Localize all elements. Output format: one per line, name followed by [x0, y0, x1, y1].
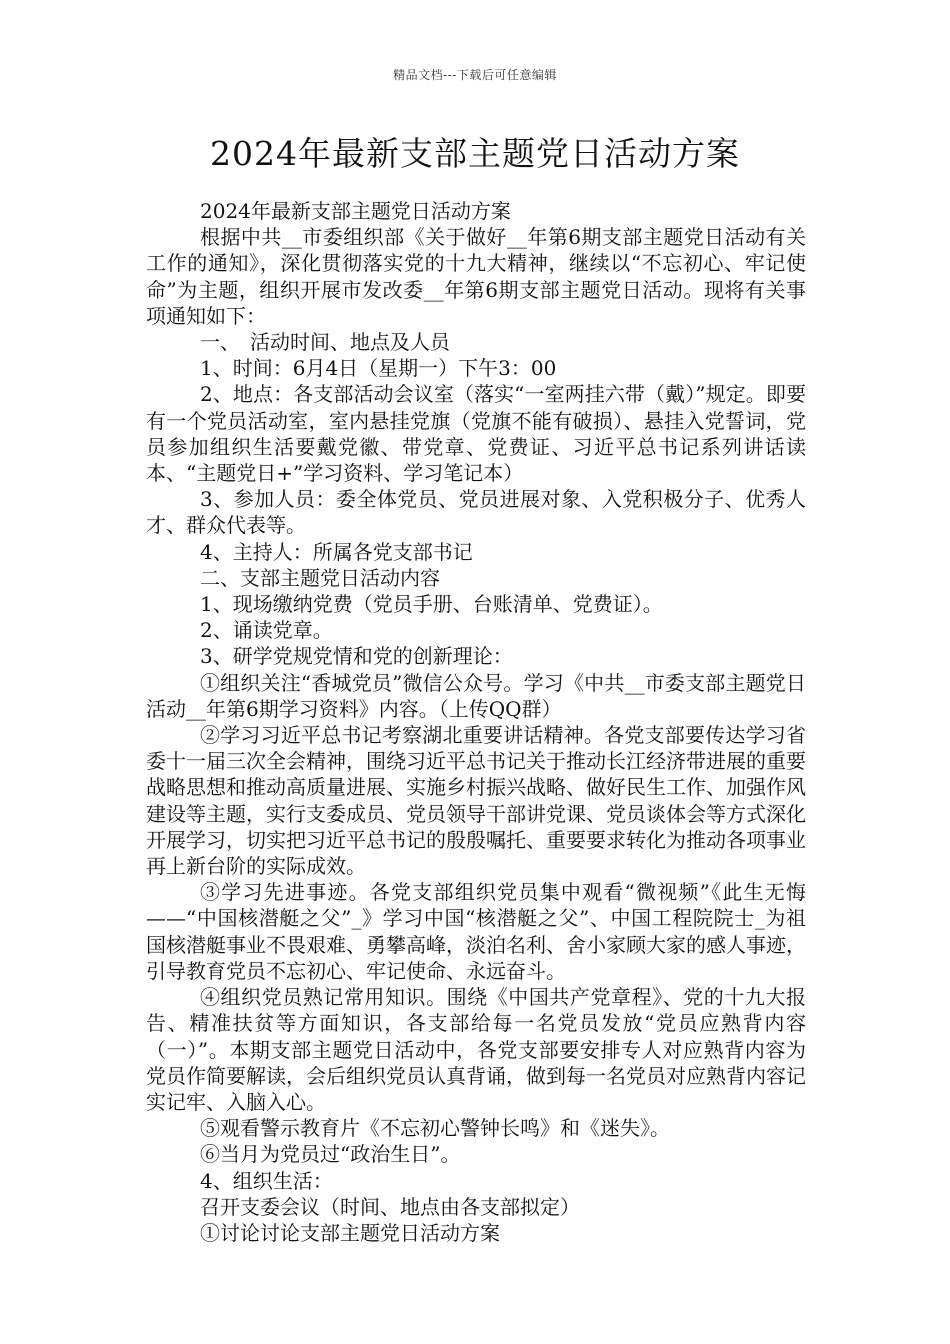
body-paragraph: ③学习先进事迹。各党支部组织党员集中观看“微视频”《此生无悔——“中国核潜艇之父”_》学习中国“核潜艇之父”、中国工程院院士_为祖国核潜艇事业不畏艰难、勇攀高峰，淡泊名利、舍小家顾大家的感人事迹，引导教育党员不忘初心、牢记使命、永远奋斗。: [146, 880, 806, 983]
body-paragraph: ④组织党员熟记常用知识。围绕《中国共产党章程》、党的十九大报告、精准扶贫等方面知识，各支部给每一名党员发放“党员应熟背内容（一）”。本期支部主题党日活动中，各党支部要安排专人对应熟背内容为党员作简要解读，会后组织党员认真背诵，做到每一名党员对应熟背内容记实记牢、入脑入心。: [146, 985, 806, 1114]
body-paragraph: ⑥当月为党员过“政治生日”。: [200, 1142, 461, 1167]
document-title: 2024年最新支部主题党日活动方案: [210, 134, 740, 173]
body-paragraph: ⑤观看警示教育片《不忘初心警钟长鸣》和《迷失》。: [200, 1116, 670, 1141]
body-paragraph: 3、研学党规党情和党的创新理论：: [200, 644, 513, 669]
body-paragraph: 一、 活动时间、地点及人员: [200, 330, 450, 355]
body-paragraph: 4、组织生活：: [200, 1168, 333, 1193]
header-note: 精品文档---下载后可任意编辑: [393, 68, 557, 82]
body-paragraph: ①讨论讨论支部主题党日活动方案: [200, 1220, 500, 1245]
body-paragraph: ①组织关注“香城党员”微信公众号。学习《中共__市委支部主题党日活动__年第6期学习资料》内容。（上传QQ群）: [146, 670, 806, 721]
body-paragraph: ②学习习近平总书记考察湖北重要讲话精神。各党支部要传达学习省委十一届三次全会精神，围绕习近平总书记关于推动长江经济带进展的重要战略思想和推动高质量进展、实施乡村振兴战略、做好民生工作、加强作风建设等主题，实行支委成员、党员领导干部讲党课、党员谈体会等方式深化开展学习，切实把习近平总书记的殷殷嘱托、重要要求转化为推动各项事业再上新台阶的实际成效。: [146, 723, 806, 879]
body-paragraph: 1、现场缴纳党费（党员手册、台账清单、党费证）。: [200, 592, 663, 617]
body-paragraph: 1、时间：6月4日（星期一）下午3：00: [200, 356, 557, 381]
body-paragraph: 3、参加人员：委全体党员、党员进展对象、入党积极分子、优秀人才、群众代表等。: [146, 487, 806, 538]
body-paragraph: 4、主持人：所属各党支部书记: [200, 539, 473, 564]
body-paragraph: 二、支部主题党日活动内容: [200, 565, 440, 590]
document-body: [146, 198, 806, 1246]
body-paragraph: 2、地点：各支部活动会议室（落实“一室两挂六带（戴）”规定。即要有一个党员活动室，室内悬挂党旗（党旗不能有破损）、悬挂入党誓词，党员参加组织生活要戴党徽、带党章、党费证、习近平总书记系列讲话读本、“主题党日+”学习资料、学习笔记本）: [146, 382, 806, 486]
body-paragraph: 2024年最新支部主题党日活动方案: [200, 199, 511, 223]
body-paragraph: 根据中共__市委组织部《关于做好__年第6期支部主题党日活动有关工作的通知》，深化贯彻落实党的十九大精神，继续以“不忘初心、牢记使命”为主题，组织开展市发改委__年第6期支部主题党日活动。现将有关事项通知如下：: [146, 225, 806, 328]
body-paragraph: 召开支委会议（时间、地点由各支部拟定）: [200, 1194, 580, 1219]
body-paragraph: 2、诵读党章。: [200, 618, 333, 643]
